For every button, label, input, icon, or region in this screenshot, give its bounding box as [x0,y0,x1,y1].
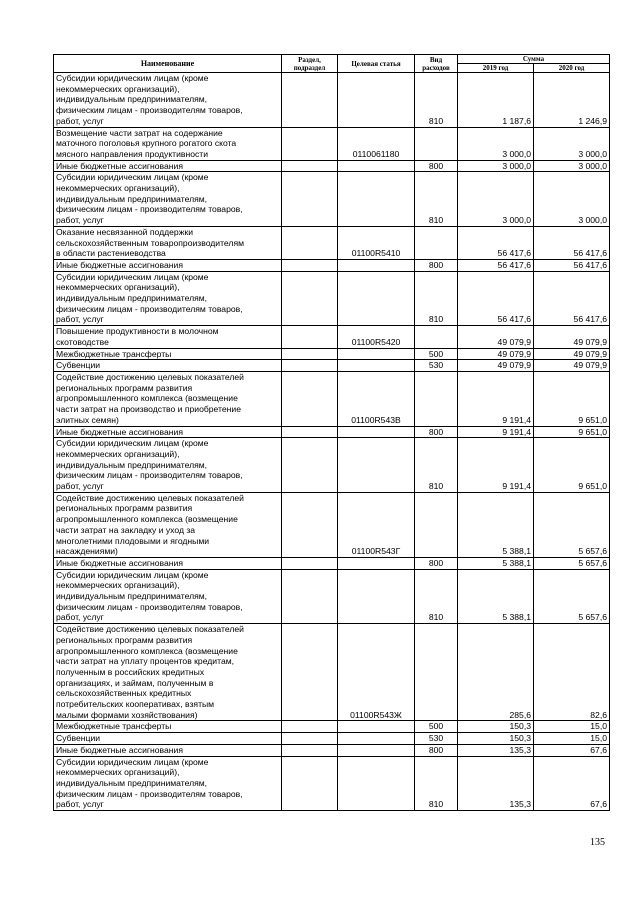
cell-kind: 500 [415,348,458,360]
cell-sum-2020: 82,6 [534,624,610,721]
cell-kind: 810 [415,438,458,493]
cell-name: Субсидии юридическим лицам (кроме некоммерческих организаций), индивидуальным предпринимателям, физическим лицам - производителям товаров, работ, услуг [54,73,282,128]
page-number: 135 [590,837,605,848]
cell-target [338,426,415,438]
budget-table [53,54,610,811]
cell-sum-2019: 150,3 [458,733,534,745]
cell-sum-2019: 150,3 [458,721,534,733]
cell-sum-2020: 5 657,6 [534,492,610,557]
cell-name: Субсидии юридическим лицам (кроме некоммерческих организаций), индивидуальным предпринимателям, физическим лицам - производителям товаров, работ, услуг [54,756,282,811]
cell-name: Иные бюджетные ассигнования [54,259,282,271]
header-year-2019: 2019 год [458,64,534,73]
cell-sum-2019: 135,3 [458,744,534,756]
cell-section [282,360,338,372]
cell-target: 0110061180 [338,127,415,160]
cell-kind: 530 [415,733,458,745]
table-row [54,271,610,326]
cell-kind: 800 [415,426,458,438]
cell-target: 01100R543B [338,371,415,426]
cell-name: Повышение продуктивности в молочном скотоводстве [54,326,282,348]
cell-name: Иные бюджетные ассигнования [54,557,282,569]
cell-target: 01100R543Г [338,492,415,557]
cell-target [338,271,415,326]
cell-sum-2020: 49 079,9 [534,326,610,348]
header-sum: Сумма [458,55,610,64]
cell-sum-2020: 56 417,6 [534,226,610,259]
cell-sum-2020: 5 657,6 [534,557,610,569]
cell-kind: 810 [415,271,458,326]
cell-sum-2019: 5 388,1 [458,557,534,569]
cell-section [282,259,338,271]
cell-name: Субсидии юридическим лицам (кроме некоммерческих организаций), индивидуальным предпринимателям, физическим лицам - производителям товаров, работ, услуг [54,172,282,227]
cell-name: Возмещение части затрат на содержание маточного поголовья крупного рогатого скота мясного направления продуктивности [54,127,282,160]
cell-target [338,733,415,745]
cell-section [282,438,338,493]
cell-kind: 810 [415,172,458,227]
cell-name: Субсидии юридическим лицам (кроме некоммерческих организаций), индивидуальным предпринимателям, физическим лицам - производителям товаров, работ, услуг [54,438,282,493]
cell-name: Содействие достижению целевых показателей региональных программ развития агропромышленного комплекса (возмещение части затрат на производство и приобретение элитных семян) [54,371,282,426]
cell-sum-2020: 15,0 [534,733,610,745]
cell-sum-2019: 1 187,6 [458,73,534,128]
cell-target [338,348,415,360]
cell-target: 01100R5420 [338,326,415,348]
cell-sum-2019: 3 000,0 [458,127,534,160]
cell-sum-2020: 9 651,0 [534,438,610,493]
cell-kind: 800 [415,744,458,756]
cell-sum-2019: 5 388,1 [458,492,534,557]
cell-sum-2019: 56 417,6 [458,271,534,326]
table-row [54,557,610,569]
cell-kind [415,371,458,426]
cell-target [338,569,415,624]
cell-section [282,371,338,426]
cell-name: Иные бюджетные ассигнования [54,160,282,172]
table-row [54,348,610,360]
cell-sum-2020: 3 000,0 [534,172,610,227]
cell-kind [415,226,458,259]
table-row [54,756,610,811]
cell-section [282,744,338,756]
cell-section [282,348,338,360]
cell-name: Межбюджетные трансферты [54,348,282,360]
cell-section [282,721,338,733]
table-row [54,744,610,756]
cell-name: Субсидии юридическим лицам (кроме некоммерческих организаций), индивидуальным предпринимателям, физическим лицам - производителям товаров, работ, услуг [54,271,282,326]
cell-section [282,756,338,811]
table-row [54,326,610,348]
cell-target [338,160,415,172]
cell-kind: 800 [415,160,458,172]
cell-target: 01100R543Ж [338,624,415,721]
cell-sum-2019: 56 417,6 [458,259,534,271]
table-row [54,73,610,128]
cell-kind: 800 [415,259,458,271]
cell-section [282,569,338,624]
cell-name: Субвенции [54,733,282,745]
cell-sum-2020: 56 417,6 [534,271,610,326]
cell-sum-2020: 3 000,0 [534,160,610,172]
cell-target [338,557,415,569]
cell-name: Содействие достижению целевых показателей региональных программ развития агропромышленного комплекса (возмещение части затрат на уплату процентов кредитам, полученным в российских кредитных организациях, и займам, полученным в сельскохозяйственных кредитных потребительских кооперативах, взятым малыми формами хозяйствования) [54,624,282,721]
cell-sum-2020: 3 000,0 [534,127,610,160]
table-row [54,438,610,493]
table-row [54,426,610,438]
cell-name: Оказание несвязанной поддержки сельскохозяйственным товаропроизводителям в области растениеводства [54,226,282,259]
table-row [54,226,610,259]
table-row [54,733,610,745]
cell-target [338,360,415,372]
cell-sum-2019: 3 000,0 [458,172,534,227]
cell-target [338,172,415,227]
table-row [54,624,610,721]
cell-sum-2020: 15,0 [534,721,610,733]
cell-target [338,73,415,128]
header-section: Раздел, подраздел [282,55,338,73]
cell-kind: 810 [415,569,458,624]
cell-name: Межбюджетные трансферты [54,721,282,733]
cell-section [282,326,338,348]
table-row [54,721,610,733]
cell-sum-2020: 9 651,0 [534,426,610,438]
table-row [54,360,610,372]
cell-section [282,492,338,557]
cell-sum-2019: 9 191,4 [458,438,534,493]
cell-name: Иные бюджетные ассигнования [54,426,282,438]
cell-target [338,744,415,756]
cell-sum-2019: 135,3 [458,756,534,811]
cell-sum-2020: 9 651,0 [534,371,610,426]
cell-sum-2019: 49 079,9 [458,348,534,360]
cell-target [338,756,415,811]
cell-section [282,73,338,128]
cell-name: Содействие достижению целевых показателей региональных программ развития агропромышленного комплекса (возмещение части затрат на закладку и уход за многолетними плодовыми и ягодными насаждениями) [54,492,282,557]
table-row [54,569,610,624]
header-kind: Вид расходов [415,55,458,73]
table-row [54,160,610,172]
cell-kind: 810 [415,756,458,811]
cell-kind: 500 [415,721,458,733]
cell-sum-2019: 5 388,1 [458,569,534,624]
cell-section [282,172,338,227]
cell-kind [415,326,458,348]
table-row [54,492,610,557]
cell-sum-2020: 49 079,9 [534,360,610,372]
cell-name: Иные бюджетные ассигнования [54,744,282,756]
header-year-2020: 2020 год [534,64,610,73]
table-row [54,371,610,426]
cell-kind [415,492,458,557]
cell-sum-2020: 67,6 [534,744,610,756]
table-row [54,127,610,160]
cell-name: Субвенции [54,360,282,372]
header-target: Целевая статья [338,55,415,73]
cell-section [282,426,338,438]
cell-section [282,226,338,259]
cell-target: 01100R5410 [338,226,415,259]
cell-kind: 810 [415,73,458,128]
cell-kind: 530 [415,360,458,372]
cell-sum-2019: 285,6 [458,624,534,721]
cell-section [282,557,338,569]
cell-target [338,259,415,271]
cell-kind [415,624,458,721]
table-row [54,259,610,271]
header-name: Наименование [54,55,282,73]
cell-section [282,127,338,160]
cell-sum-2020: 67,6 [534,756,610,811]
cell-sum-2020: 49 079,9 [534,348,610,360]
cell-sum-2019: 3 000,0 [458,160,534,172]
table-row [54,172,610,227]
cell-kind: 800 [415,557,458,569]
table-body [54,73,610,811]
cell-sum-2019: 56 417,6 [458,226,534,259]
cell-sum-2020: 1 246,9 [534,73,610,128]
cell-sum-2019: 49 079,9 [458,326,534,348]
cell-sum-2020: 56 417,6 [534,259,610,271]
cell-section [282,624,338,721]
cell-sum-2020: 5 657,6 [534,569,610,624]
cell-section [282,733,338,745]
cell-target [338,721,415,733]
cell-name: Субсидии юридическим лицам (кроме некоммерческих организаций), индивидуальным предпринимателям, физическим лицам - производителям товаров, работ, услуг [54,569,282,624]
cell-kind [415,127,458,160]
cell-target [338,438,415,493]
cell-section [282,271,338,326]
cell-sum-2019: 49 079,9 [458,360,534,372]
cell-sum-2019: 9 191,4 [458,371,534,426]
cell-sum-2019: 9 191,4 [458,426,534,438]
cell-section [282,160,338,172]
